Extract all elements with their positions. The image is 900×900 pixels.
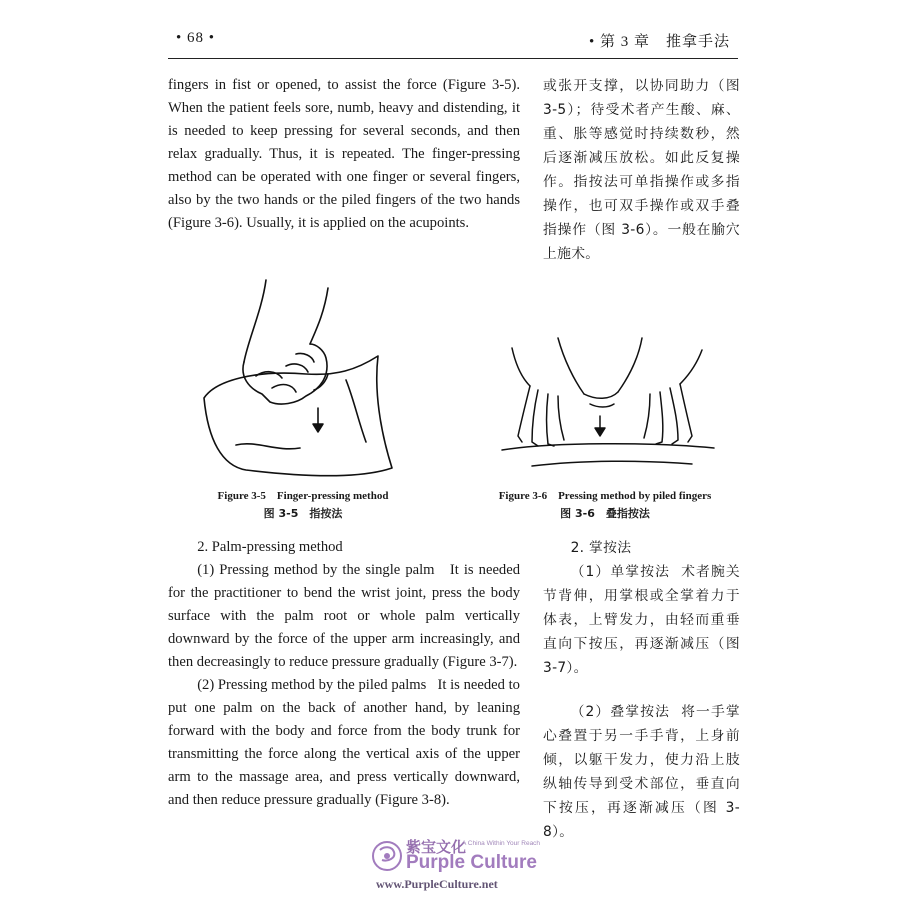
chinese-para-piled-palms xyxy=(543,700,740,844)
figure-3-5-caption xyxy=(190,488,416,522)
english-para1-title: (1) Pressing method by the single palm xyxy=(197,562,435,578)
english-para-piled-palms xyxy=(168,674,520,812)
running-header-chapter: • 第 3 章 推拿手法 xyxy=(588,34,730,50)
english-para2-body: It is needed to put one palm on the back of another hand, by leaning forward with the body and force from the body trunk for transmitting the force along the vertical axis of the upper arm to the massage area, and press vertically downward, and then reduce pressure gradually (Figure 3-8). xyxy=(168,677,520,808)
figure-3-6-caption xyxy=(470,488,740,522)
purple-culture-logo-icon xyxy=(370,838,404,876)
english-para-single-palm xyxy=(168,559,520,674)
watermark-url: www.PurpleCulture.net xyxy=(376,877,498,891)
chinese-text: 或张开支撑，以协同助力（图3-5）；待受术者产生酸、麻、重、胀等感觉时持续数秒，然后逐渐减压放松。如此反复操作。指按法可单指操作或多指操作，也可双手操作或双手叠指操作（图 3-6）。一般在腧穴上施术。 xyxy=(543,78,740,262)
page-number: • 68 • xyxy=(176,30,216,46)
english-paragraph-top xyxy=(168,74,520,235)
watermark-brand: Purple Culture xyxy=(406,852,537,873)
piled-fingers-pressing-illustration xyxy=(492,330,722,480)
figure-3-5-caption-zh: 图 3-5 指按法 xyxy=(263,507,343,520)
chinese-para-single-palm xyxy=(543,560,740,680)
header-rule xyxy=(168,58,738,59)
english-text: fingers in fist or opened, to assist the force (Figure 3-5). When the patient feels sore, numb, heavy and distending, it is needed to keep pressing for several seconds, and then relax gradually. Thus, it is repeated. The finger-pressing method can be operated with one finger or several fingers, also by the two hands or the piled fingers of the two hands (Figure 3-6). Usually, it is applied on the acupoints. xyxy=(168,77,520,231)
english-para2-title: (2) Pressing method by the piled palms xyxy=(197,677,427,693)
chinese-para2-title: （2）叠掌按法 xyxy=(570,704,671,720)
chinese-para1-title: （1）单掌按法 xyxy=(570,564,671,580)
chinese-para2-body: 将一手掌心叠置于另一手手背，上身前倾，以躯干发力，使力沿上肢纵轴传导到受术部位，垂直向下按压，再逐渐减压（图 3-8）。 xyxy=(543,704,741,840)
english-para1-body: It is needed for the practitioner to bend the wrist joint, press the body surface with the palm root or whole palm vertically downward by the force of the upper arm increasingly, and then decreasingly to reduce pressure gradually (Figure 3-7). xyxy=(168,562,520,670)
figure-3-6-caption-zh: 图 3-6 叠指按法 xyxy=(560,507,650,520)
chinese-para1-body: 术者腕关节背伸，用掌根或全掌着力于体表，上臂发力，由轻而重垂直向下按压，再逐渐减压（图 3-7）。 xyxy=(543,564,741,676)
figure-3-6-caption-en: Figure 3-6 Pressing method by piled fingers xyxy=(498,490,712,502)
figure-3-5-caption-en: Figure 3-5 Finger-pressing method xyxy=(217,490,389,502)
hand-pressing-with-finger-illustration xyxy=(196,270,396,485)
english-section-title: 2. Palm-pressing method xyxy=(197,539,343,555)
english-section-palm-pressing xyxy=(168,536,520,812)
watermark-tagline: A China Within Your Reach xyxy=(462,840,541,847)
purple-culture-watermark xyxy=(370,836,560,896)
watermark-chinese-name: 紫宝文化 xyxy=(406,838,467,856)
chinese-section-palm-pressing xyxy=(543,536,740,680)
chinese-para-piled-palms-block xyxy=(543,700,740,844)
chinese-section-title: 2. 掌按法 xyxy=(570,540,632,556)
chinese-paragraph-top xyxy=(543,74,740,266)
